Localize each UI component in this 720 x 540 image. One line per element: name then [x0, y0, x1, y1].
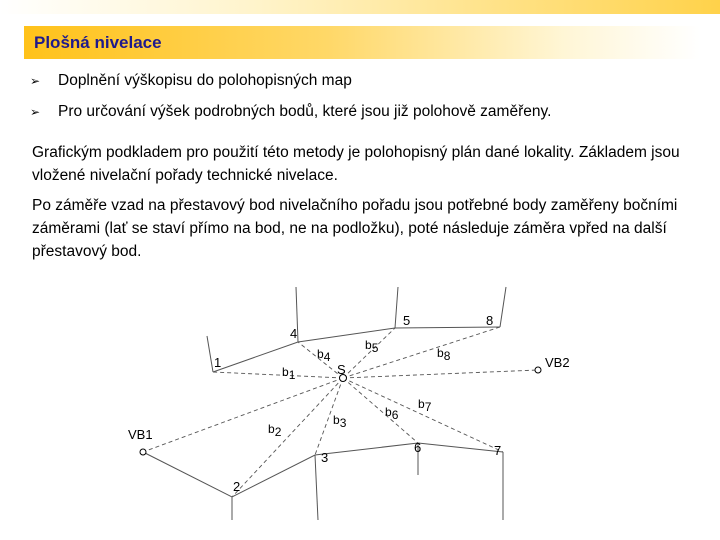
sight-label: b2 [268, 422, 282, 439]
point-label: 2 [233, 479, 241, 494]
benchmark-label: VB2 [545, 355, 570, 370]
sight-label: b7 [418, 397, 432, 414]
point-label: 7 [494, 443, 502, 458]
paragraph: Grafickým podkladem pro použití této metody je polohopisný plán dané lokality. Základem jsou vložené nivelační pořady technické nivelace. [32, 144, 680, 184]
paragraph: Po záměře vzad na přestavový bod nivelačního pořadu jsou potřebné body zaměřeny bočními záměrami (lať se staví přímo na bod, ne na podložku), poté následuje záměra vpřed na další přestavový bod. [32, 197, 678, 260]
arrow-bullet-icon: ➢ [30, 105, 41, 119]
sight-lines [143, 327, 538, 497]
benchmark-vb1-marker [140, 449, 146, 455]
sight-vb1 [143, 378, 343, 452]
sight-5 [343, 328, 395, 378]
sight-label: b8 [437, 346, 451, 363]
sight-vb2 [343, 370, 538, 378]
point-label: 8 [486, 313, 494, 328]
point-label: 6 [414, 440, 422, 455]
benchmark-vb2-marker [535, 367, 541, 373]
arrow-bullet-icon: ➢ [30, 74, 41, 88]
point-label: 4 [290, 326, 298, 341]
sight-6 [343, 378, 418, 443]
bullet-text: Doplnění výškopisu do polohopisných map [58, 72, 352, 89]
sight-8 [343, 327, 500, 378]
bullet-text: Pro určování výšek podrobných bodů, které jsou již polohově zaměřeny. [58, 103, 552, 120]
line-south-3 [315, 455, 318, 520]
benchmark-label: VB1 [128, 427, 153, 442]
traverse-lines [143, 287, 506, 520]
line-north-8 [500, 287, 506, 327]
sight-label: b6 [385, 405, 399, 422]
point-label: 5 [403, 313, 411, 328]
line-north-1 [207, 336, 213, 372]
station-label: S [337, 362, 346, 377]
sight-label: b4 [317, 347, 331, 364]
line-north [213, 327, 500, 372]
slide-title: Plošná nivelace [34, 33, 162, 52]
line-north-5 [395, 287, 398, 328]
sight-1 [213, 372, 343, 378]
point-label: 1 [214, 355, 222, 370]
sight-label: b5 [365, 338, 379, 355]
sight-2 [232, 378, 343, 497]
sight-label: b1 [282, 365, 296, 382]
sight-label: b3 [333, 413, 347, 430]
sight-7 [343, 378, 503, 452]
point-label: 3 [321, 450, 329, 465]
